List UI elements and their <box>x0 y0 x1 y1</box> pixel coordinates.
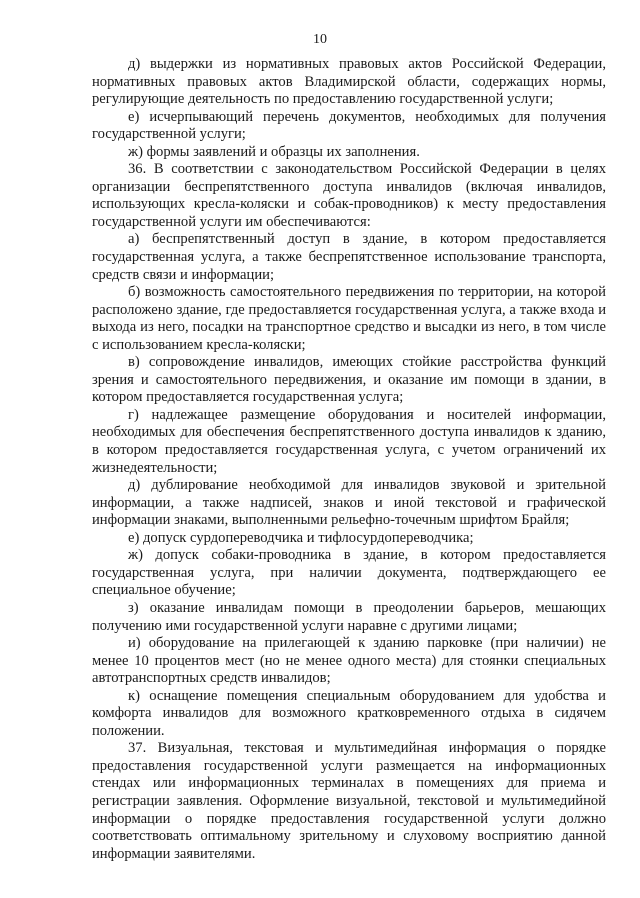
paragraph-zh-guide-dog: ж) допуск собаки-проводника в здание, в котором предоставляется государственная услуга, при наличии документа, подтверждающего ее специальное обучение; <box>92 547 606 599</box>
paragraph-v-escort: в) сопровождение инвалидов, имеющих стойкие расстройства функций зрения и самостоятельного передвижения, и оказание им помощи в здании, в котором предоставляется государственная услуга; <box>92 354 606 406</box>
paragraph-a-building-access: а) беспрепятственный доступ в здание, в котором предоставляется государственная услуга, а также беспрепятственное использование транспорта, средств связи и информации; <box>92 231 606 283</box>
paragraph-k-rest-equipment: к) оснащение помещения специальным оборудованием для удобства и комфорта инвалидов для возможного кратковременного отдыха в сидячем положении. <box>92 687 606 739</box>
paragraph-zh-application-forms: ж) формы заявлений и образцы их заполнения. <box>128 143 420 160</box>
paragraph-36-accessibility: 36. В соответствии с законодательством Российской Федерации в целях организации беспрепятственного доступа инвалидов (включая инвалидов, использующих кресла-коляски и собак-проводников) к месту предоставления государственной услуги им обеспечиваются: <box>92 161 606 230</box>
paragraph-z-barriers: з) оказание инвалидам помощи в преодолении барьеров, мешающих получению ими государственной услуги наравне с другими лицами; <box>92 599 606 634</box>
paragraph-37-visual-information: 37. Визуальная, текстовая и мультимедийная информация о порядке предоставления государственной услуги размещается на информационных стендах или информационных терминалах в помещениях для приема и регистрации заявления. Оформление визуальной, текстовой и мультимедийной информации о порядке предоставления государственной услуги должно соответствовать оптимальному зрительному и слуховому восприятию данной информации заявителями. <box>92 740 606 862</box>
paragraph-g-equipment-placement: г) надлежащее размещение оборудования и носителей информации, необходимых для обеспечения беспрепятственного доступа инвалидов к зданию, в котором предоставляется государственная услуга, с учетом ограничений их жизнедеятельности; <box>92 406 606 476</box>
paragraph-e-sign-interpreter: е) допуск сурдопереводчика и тифлосурдопереводчика; <box>128 529 474 546</box>
paragraph-d-braille: д) дублирование необходимой для инвалидов звуковой и зрительной информации, а также надписей, знаков и иной текстовой и графической информации знаками, выполненными рельефно-точечным шрифтом Брайля; <box>92 477 606 529</box>
document-body <box>92 56 606 863</box>
page-number: 10 <box>313 32 327 47</box>
paragraph-d-legal-excerpts: д) выдержки из нормативных правовых актов Российской Федерации, нормативных правовых актов Владимирской области, содержащих нормы, регулирующие деятельность по предоставлению государственной услуги; <box>92 56 606 108</box>
paragraph-b-movement: б) возможность самостоятельного передвижения по территории, на которой расположено здание, где предоставляется государственная услуга, а также входа и выхода из него, посадки на транспортное средство и высадки из него, в том числе с использованием кресла-коляски; <box>92 284 606 353</box>
paragraph-i-parking: и) оборудование на прилегающей к зданию парковке (при наличии) не менее 10 процентов мест (но не менее одного места) для стоянки специальных автотранспортных средств инвалидов; <box>92 635 606 687</box>
paragraph-e-documents-list: е) исчерпывающий перечень документов, необходимых для получения государственной услуги; <box>92 108 606 143</box>
